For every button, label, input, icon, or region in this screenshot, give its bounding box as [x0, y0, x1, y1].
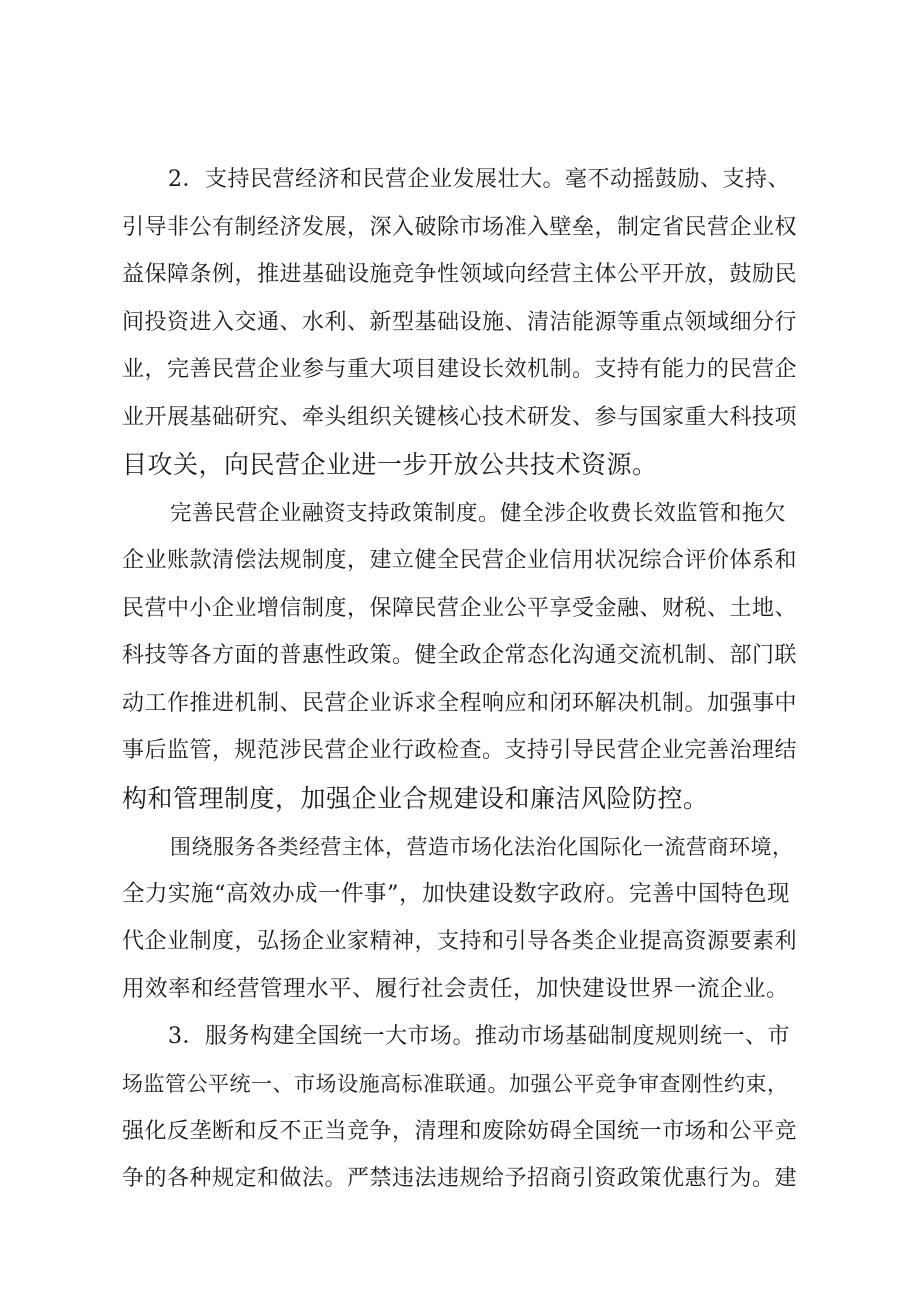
- text-line: 2．支持民营经济和民营企业发展壮大。毫不动摇鼓励、支持、: [168, 167, 790, 192]
- text-line: 益保障条例，推进基础设施竞争性领域向经营主体公平开放，鼓励民: [122, 262, 797, 287]
- text-line: 用效率和经营管理水平、履行社会责任，加快建设世界一流企业。: [122, 976, 790, 1002]
- text-line: 科技等各方面的普惠性政策。健全政企常态化沟通交流机制、部门联: [122, 643, 797, 668]
- text-line: 间投资进入交通、水利、新型基础设施、清洁能源等重点领域细分行: [122, 310, 797, 335]
- text-line: 全力实施“高效办成一件事”，加快建设数字政府。完善中国特色现: [122, 881, 791, 907]
- text-line: 围绕服务各类经营主体，营造市场化法治化国际化一流营商环境，: [170, 835, 794, 859]
- text-line: 目攻关，向民营企业进一步开放公共技术资源。: [122, 450, 658, 479]
- text-line: 强化反垄断和反不正当竞争，清理和废除妨碍全国统一市场和公平竞: [122, 1119, 797, 1144]
- text-line: 争的各种规定和做法。严禁违法违规给予招商引资政策优惠行为。建: [122, 1166, 797, 1191]
- text-line: 动工作推进机制、民营企业诉求全程响应和闭环解决机制。加强事中: [122, 691, 797, 716]
- text-line: 代企业制度，弘扬企业家精神，支持和引导各类企业提高资源要素利: [122, 929, 797, 954]
- text-line: 业开展基础研究、牵头组织关键核心技术研发、参与国家重大科技项: [122, 405, 797, 430]
- text-line: 业，完善民营企业参与重大项目建设长效机制。支持有能力的民营企: [122, 357, 797, 382]
- text-line: 民营中小企业增信制度，保障民营企业公平享受金融、财税、土地、: [122, 596, 797, 621]
- text-line: 完善民营企业融资支持政策制度。健全涉企收费长效监管和拖欠: [170, 501, 787, 526]
- text-line: 3．服务构建全国统一大市场。推动市场基础制度规则统一、市: [168, 1024, 790, 1049]
- text-line: 场监管公平统一、市场设施高标准联通。加强公平竞争审查刚性约束，: [122, 1072, 789, 1096]
- text-line: 事后监管，规范涉民营企业行政检查。支持引导民营企业完善治理结: [122, 738, 797, 763]
- text-line: 引导非公有制经济发展，深入破除市场准入壁垒，制定省民营企业权: [122, 215, 797, 240]
- text-line: 企业账款清偿法规制度，建立健全民营企业信用状况综合评价体系和: [122, 548, 797, 573]
- text-line: 构和管理制度，加强企业合规建设和廉洁风险防控。: [122, 784, 709, 813]
